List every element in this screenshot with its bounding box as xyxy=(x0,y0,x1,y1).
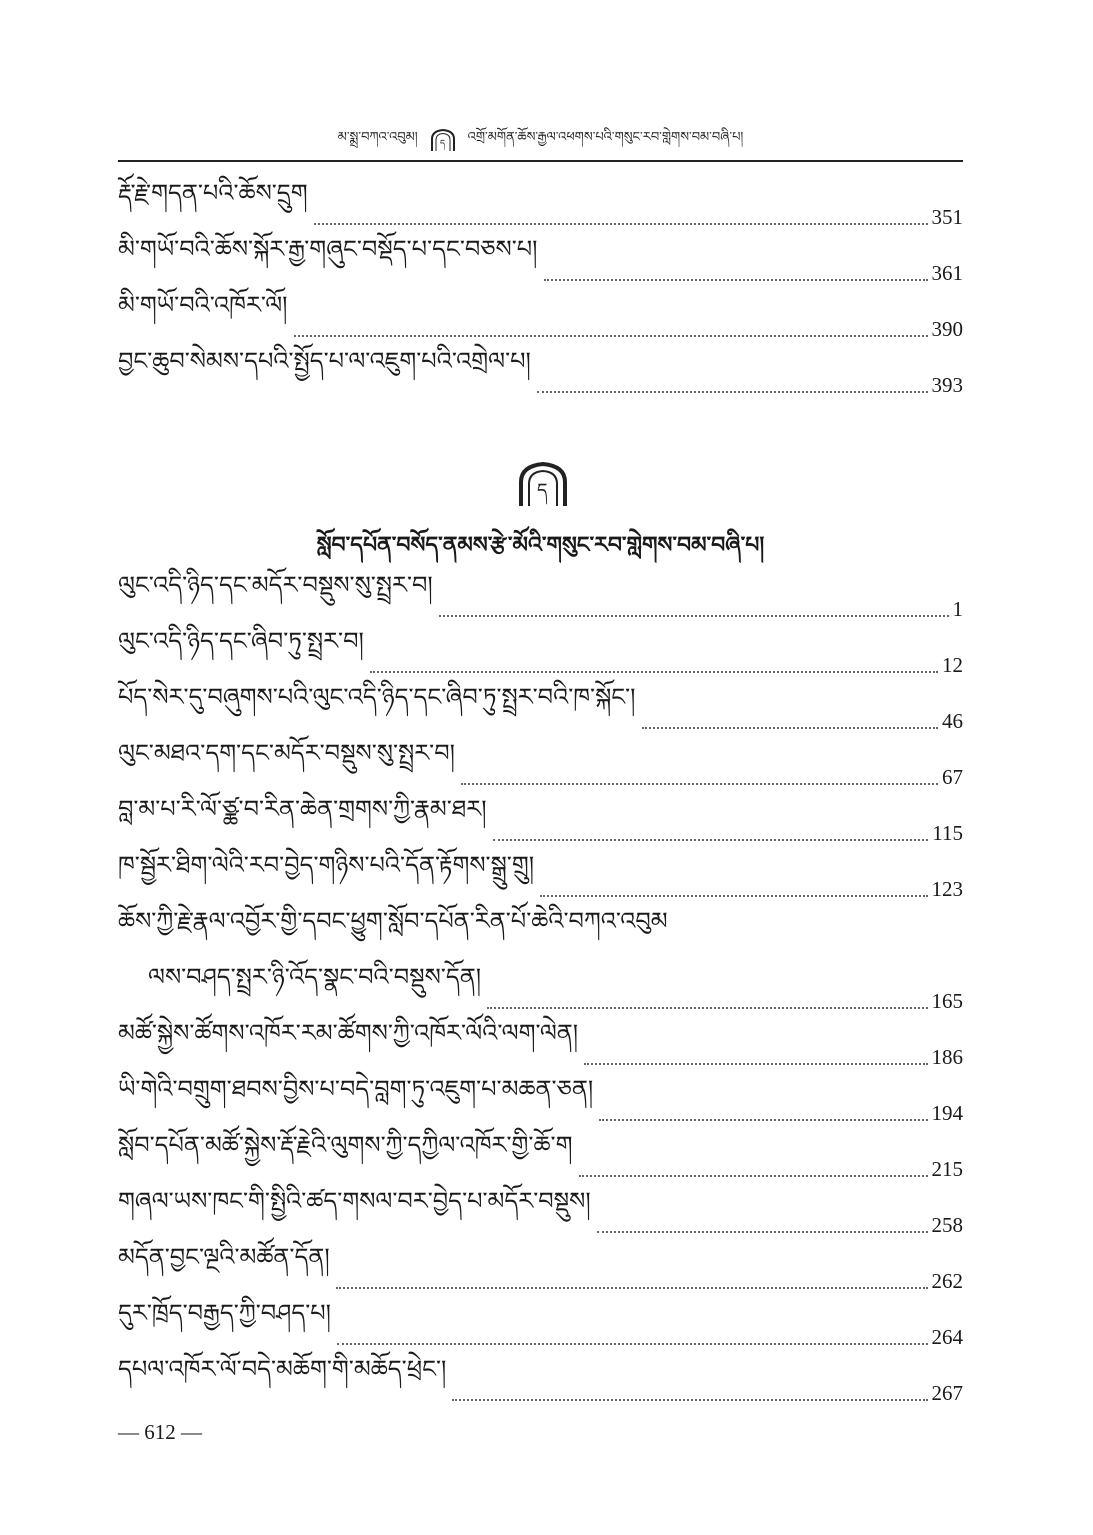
running-header xyxy=(118,120,963,160)
toc-title: བྱང་ཆུབ་སེམས་དཔའི་སྤྱོད་པ་ལ་འཇུག་པའི་འགྲེལ་པ། xyxy=(118,347,531,375)
toc-title: མདོན་བྱང་ལྔའི་མཚོན་དོན། xyxy=(118,1243,330,1271)
dot-leader xyxy=(579,1175,928,1177)
toc-page: 194 xyxy=(931,1101,963,1125)
toc-page: 267 xyxy=(931,1381,963,1405)
toc-title: མི་གཡོ་བའི་འཁོར་ལོ། xyxy=(118,291,288,319)
page-number: — 612 — xyxy=(118,1420,202,1444)
toc-title: མཚོ་སྐྱེས་ཚོགས་འཁོར་རམ་ཚོགས་ཀྱི་འཁོར་ལོའི་ལག་ལེན། xyxy=(118,1019,579,1047)
toc-page: 393 xyxy=(931,373,963,397)
toc-page: 361 xyxy=(931,261,963,285)
toc-page: 115 xyxy=(932,821,963,845)
toc-bottom-list xyxy=(118,570,963,1410)
header-left-text: མ་སྨྲ་བཀའ་འབུམ། xyxy=(337,129,418,145)
toc-page: 1 xyxy=(952,597,963,621)
toc-page: 351 xyxy=(931,205,963,229)
toc-page: 165 xyxy=(931,989,963,1013)
header-rule xyxy=(118,160,963,162)
dot-leader xyxy=(584,1063,927,1065)
toc-page: 262 xyxy=(931,1269,963,1293)
dot-leader xyxy=(544,279,928,281)
dot-leader xyxy=(493,839,929,841)
toc-title: ལུང་མཐའ་དག་དང་མདོར་བསྡུས་སུ་སྤྲར་བ། xyxy=(118,739,455,767)
header-right-text: འགྲོ་མགོན་ཆོས་རྒྱལ་འཕགས་པའི་གསུང་རབ་གླེགས་བམ་བཞི་པ། xyxy=(467,129,744,145)
toc-title: ལུང་འདི་ཉིད་དང་ཞིབ་ཏུ་སྤྲར་བ། xyxy=(118,627,364,655)
toc-entry[interactable] xyxy=(118,346,963,402)
dot-leader xyxy=(461,783,938,785)
toc-entry[interactable] xyxy=(118,1354,963,1410)
dot-leader xyxy=(537,391,928,393)
section-title: སློབ་དཔོན་བསོད་ནམས་རྩེ་མོའི་གསུང་རབ་གླེགས་བམ་བཞི་པ། xyxy=(316,532,765,558)
dot-leader xyxy=(336,1287,928,1289)
toc-title: ལུང་འདི་ཉིད་དང་མདོར་བསྡུས་སུ་སྤྲར་བ། xyxy=(118,571,433,599)
toc-title: མི་གཡོ་བའི་ཆོས་སྐོར་རྒྱ་གཞུང་བསྡོད་པ་དང་བཅས་པ། xyxy=(118,235,538,263)
toc-title: དཔལ་འཁོར་ལོ་བདེ་མཆོག་གི་མཆོད་ཕྲེང་། xyxy=(118,1355,447,1383)
section-emblem-icon xyxy=(513,460,573,508)
toc-title: ཆོས་ཀྱི་རྗེ་རྣལ་འབྱོར་གྱི་དབང་ཕྱུག་སློབ་དཔོན་རིན་པོ་ཆེའི་བཀའ་འབུམ xyxy=(118,907,668,935)
toc-title: ཁ་སྦྱོར་ཐིག་ལེའི་རབ་བྱེད་གཉིས་པའི་དོན་རྟོགས་སྒྲུ་གྲུ། xyxy=(118,851,535,879)
toc-top-list xyxy=(118,178,963,402)
toc-title: སློབ་དཔོན་མཚོ་སྐྱེས་རྡོ་རྗེའི་ལུགས་ཀྱི་དཀྱིལ་འཁོར་གྱི་ཆོ་ག xyxy=(118,1131,573,1159)
toc-page: 390 xyxy=(931,317,963,341)
toc-page: 264 xyxy=(931,1325,963,1349)
dot-leader xyxy=(642,727,939,729)
toc-page: 67 xyxy=(942,765,963,789)
toc-page: 215 xyxy=(931,1157,963,1181)
toc-title: དུར་ཁྲོད་བརྒྱད་ཀྱི་བཤད་པ། xyxy=(118,1299,331,1327)
toc-page: 258 xyxy=(931,1213,963,1237)
dot-leader xyxy=(439,615,949,617)
svg-text:ད: ད xyxy=(439,139,445,149)
svg-text:ད: ད xyxy=(537,480,548,501)
toc-title: རྡོ་རྗེ་གདན་པའི་ཆོས་དྲུག xyxy=(118,179,308,207)
toc-title: ལས་བཤད་སྤྲར་ཉི་འོད་སྣང་བའི་བསྡུས་དོན། xyxy=(148,963,482,991)
toc-title: བླ་མ་པ་རི་ལོ་ཙྪ་བ་རིན་ཆེན་གྲགས་ཀྱི་རྣམ་ཐར། xyxy=(118,795,487,823)
dot-leader xyxy=(599,1119,927,1121)
toc-title: གཞལ་ཡས་ཁང་གི་སྤྱིའི་ཚད་གསལ་བར་བྱེད་པ་མདོར་བསྡུས། xyxy=(118,1187,591,1215)
emblem-icon xyxy=(428,125,458,155)
dot-leader xyxy=(452,1399,927,1401)
toc-title: ཡི་གེའི་བགྲུག་ཐབས་བྱིས་པ་བདེ་བླག་ཏུ་འཇུག་པ་མཆན་ཅན། xyxy=(118,1075,594,1103)
toc-page: 186 xyxy=(931,1045,963,1069)
dot-leader xyxy=(597,1231,928,1233)
toc-page: 12 xyxy=(942,653,963,677)
toc-title: པོད་སེར་དུ་བཞུགས་པའི་ལུང་འདི་ཉིད་དང་ཞིབ་ཏུ་སྤྲར་བའི་ཁ་སྐོང་། xyxy=(118,683,636,711)
toc-page: 123 xyxy=(931,877,963,901)
toc-page: 46 xyxy=(942,709,963,733)
